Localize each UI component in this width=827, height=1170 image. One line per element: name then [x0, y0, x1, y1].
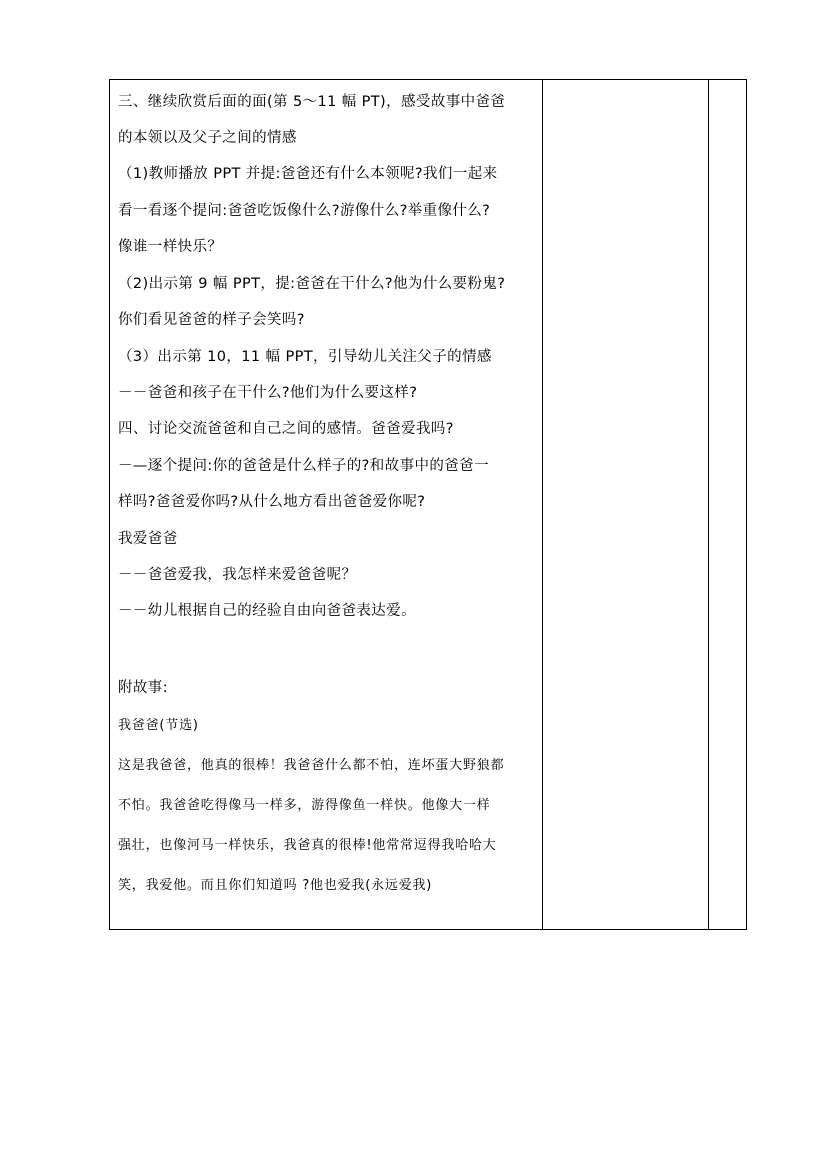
story-line: 笑，我爱他。而且你们知道吗 ?他也爱我(永远爱我): [118, 878, 433, 893]
text-line: －—逐个提问:你的爸爸是什么样子的?和故事中的爸爸一: [118, 458, 489, 474]
story-line: 强壮，也像河马一样快乐，我爸真的很棒!他常常逗得我哈哈大: [118, 838, 497, 853]
text-line: 样吗?爸爸爱你吗?从什么地方看出爸爸爱你呢?: [118, 494, 426, 510]
appendix-heading: 附故事:: [118, 680, 168, 696]
story-line: 这是我爸爸，他真的很棒！我爸爸什么都不怕，连坏蛋大野狼都: [118, 758, 505, 773]
section-heading: 四、讨论交流爸爸和自己之间的感情。爸爸爱我吗?: [118, 421, 454, 437]
text-line: （2)出示第 9 幅 PPT，提:爸爸在干什么?他为什么要粉鬼?: [118, 276, 506, 292]
text-line: 看一看逐个提问:爸爸吃饭像什么?游像什么?举重像什么?: [118, 203, 491, 219]
text-line: 我爱爸爸: [118, 531, 178, 547]
text-line: －－爸爸和孩子在干什么?他们为什么要这样?: [118, 385, 418, 401]
lesson-plan-table: [109, 79, 747, 930]
text-line: 你们看见爸爸的样子会笑吗?: [118, 312, 305, 328]
column-divider: [542, 80, 543, 929]
text-line: （3）出示第 10，11 幅 PPT，引导幼儿关注父子的情感: [118, 349, 492, 365]
column-divider: [708, 80, 709, 929]
text-line: －－幼儿根据自己的经验自由向爸爸表达爱。: [118, 603, 416, 619]
text-line: （1)教师播放 PPT 并提:爸爸还有什么本领呢?我们一起来: [118, 166, 498, 182]
story-line: 不怕。我爸爸吃得像马一样多，游得像鱼一样快。他像大一样: [118, 798, 491, 813]
text-line: －－爸爸爱我，我怎样来爱爸爸呢？: [118, 567, 357, 583]
story-title: 我爸爸(节选): [118, 718, 199, 733]
text-line: 像谁一样快乐？: [118, 239, 223, 255]
section-heading: 三、继续欣赏后面的面(第 5～11 幅 PT)，感受故事中爸爸: [118, 94, 506, 110]
text-line: 的本领以及父子之间的情感: [118, 130, 297, 146]
